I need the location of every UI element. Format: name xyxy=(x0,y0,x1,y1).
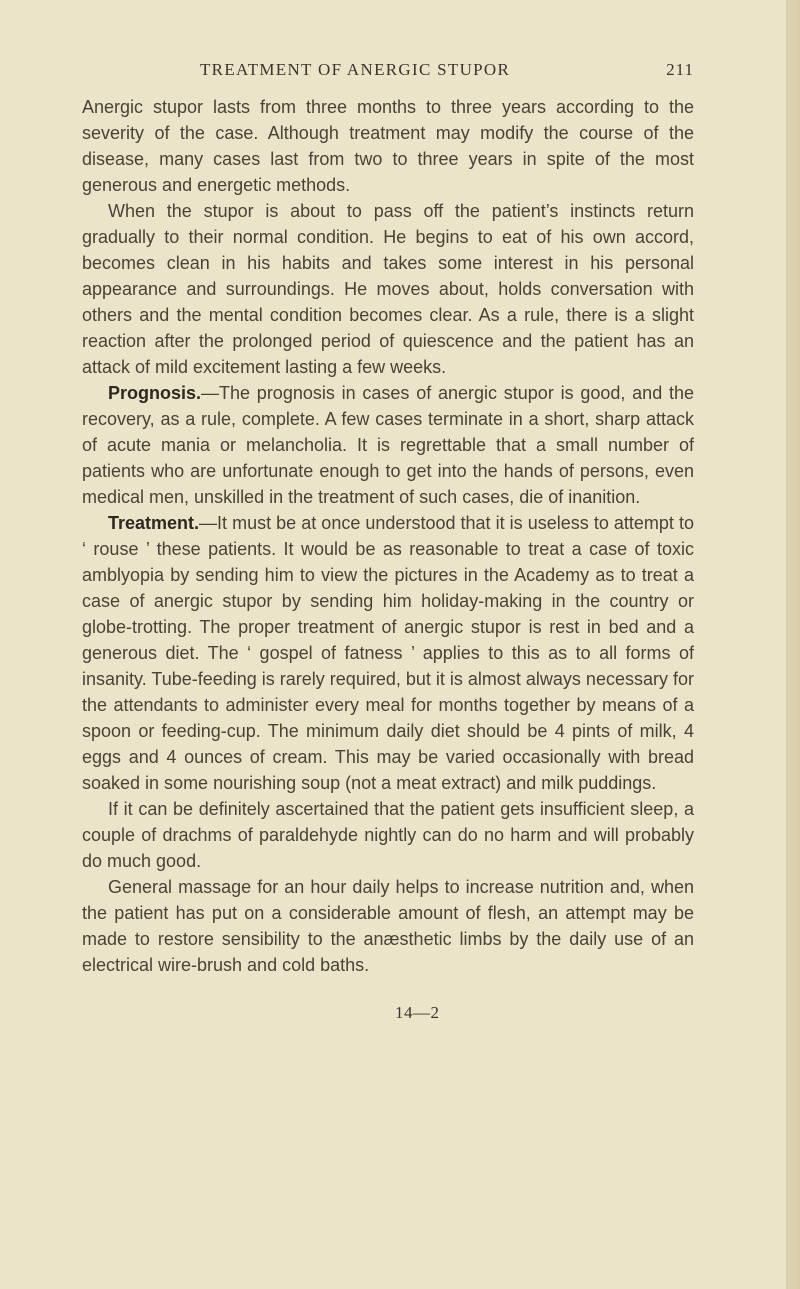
prognosis-heading: Prognosis. xyxy=(108,383,202,403)
paragraph-recovery: When the stupor is about to pass off the patient’s instincts return gradually to their normal condition. He begins to eat of his own accord, becomes clean in his habits and takes some interest in his personal appearance and surroundings. He moves about, holds conversation with others and the mental condition becomes clear. As a rule, there is a slight reaction after the prolonged period of quiescence and the patient has an attack of mild excitement lasting a few weeks. xyxy=(82,201,694,377)
paragraph-massage: General massage for an hour daily helps to increase nutrition and, when the patient has put on a considerable amount of flesh, an attempt may be made to restore sensibility to the anæsthetic limbs by the daily use of an electrical wire-brush and cold baths. xyxy=(82,877,694,975)
paragraph-prognosis xyxy=(82,380,694,510)
prognosis-text: —The prognosis in cases of anergic stupor is good, and the recovery, as a rule, complete. A few cases terminate in a short, sharp attack of acute mania or melancholia. It is regrettable that a small number of patients who are unfortunate enough to get into the hands of persons, even medical men, unskilled in the treatment of such cases, die of inanition. xyxy=(82,383,694,507)
paragraph-sleep: If it can be definitely ascertained that the patient gets insufficient sleep, a couple of drachms of paraldehyde nightly can do no harm and will probably do much good. xyxy=(82,799,694,871)
page-header xyxy=(82,60,694,90)
paragraph-treatment xyxy=(82,510,694,796)
signature-mark: 14—2 xyxy=(395,1003,440,1022)
page-number: 211 xyxy=(666,60,694,79)
running-head: TREATMENT OF ANERGIC STUPOR xyxy=(200,60,511,79)
page-edge-shadow xyxy=(786,0,800,1289)
page-edge-gradient xyxy=(786,0,796,1289)
treatment-text: —It must be at once understood that it is useless to attempt to ‘ rouse ’ these patients. It would be as reasonable to treat a case of toxic amblyopia by sending him to view the pictures in the Academy as to treat a case of anergic stupor by sending him holiday-making in the country or globe-trotting. The proper treatment of anergic stupor is rest in bed and a generous diet. The ‘ gospel of fatness ’ applies to this as to all forms of insanity. Tube-feeding is rarely required, but it is almost always necessary for the attendants to administer every meal for months together by means of a spoon or feeding-cup. The minimum daily diet should be 4 pints of milk, 4 eggs and 4 ounces of cream. This may be varied occasionally with bread soaked in some nourishing soup (not a meat extract) and milk puddings. xyxy=(82,513,694,793)
body-text xyxy=(82,94,694,978)
paragraph-duration: Anergic stupor lasts from three months to three years according to the severity of the case. Although treatment may modify the course of the disease, many cases last from two to three years in spite of the most generous and energetic methods. xyxy=(82,97,694,195)
treatment-heading: Treatment. xyxy=(108,513,200,533)
